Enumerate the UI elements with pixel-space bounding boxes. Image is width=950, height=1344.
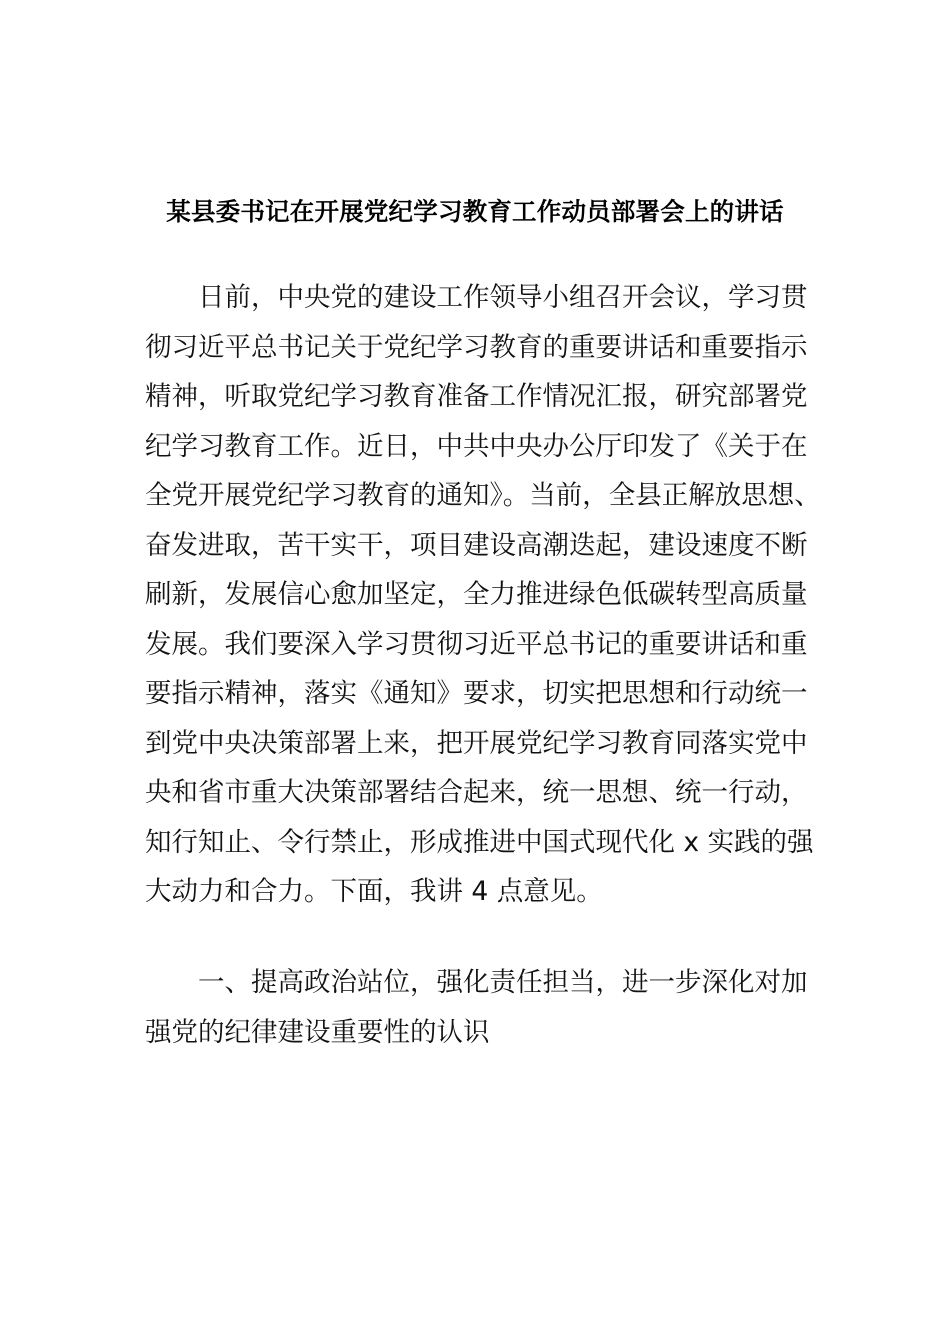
- paragraph-line: 精神，听取党纪学习教育准备工作情况汇报，研究部署党: [145, 381, 808, 412]
- heading-line: 强党的纪律建设重要性的认识: [145, 1016, 490, 1048]
- paragraph-line: 彻习近平总书记关于党纪学习教育的重要讲话和重要指示: [145, 331, 808, 363]
- paragraph-line: 大动力和合力。下面，我讲 4 点意见。: [145, 876, 603, 907]
- paragraph-line: 央和省市重大决策部署结合起来，统一思想、统一行动，: [145, 777, 808, 808]
- heading-line: 一、提高政治站位，强化责任担当，进一步深化对加: [198, 967, 808, 998]
- intro-paragraph: [145, 273, 821, 917]
- paragraph-line: 到党中央决策部署上来，把开展党纪学习教育同落实党中: [145, 727, 808, 759]
- paragraph-line: 日前，中央党的建设工作领导小组召开会议，学习贯: [198, 282, 808, 313]
- paragraph-line: 发展。我们要深入学习贯彻习近平总书记的重要讲话和重: [145, 628, 808, 660]
- paragraph-line: 知行知止、令行禁止，形成推进中国式现代化 x 实践的强: [145, 826, 814, 858]
- paragraph-line: 刷新，发展信心愈加坚定，全力推进绿色低碳转型高质量: [145, 579, 808, 610]
- section-heading-1: [145, 958, 808, 1057]
- paragraph-line: 奋发进取，苦干实干，项目建设高潮迭起，建设速度不断: [145, 529, 808, 561]
- document-title: 某县委书记在开展党纪学习教育工作动员部署会上的讲话: [166, 197, 784, 226]
- paragraph-line: 全党开展党纪学习教育的通知》。当前，全县正解放思想、: [145, 480, 821, 511]
- paragraph-line: 纪学习教育工作。近日，中共中央办公厅印发了《关于在: [145, 430, 808, 462]
- paragraph-line: 要指示精神，落实《通知》要求，切实把思想和行动统一: [145, 678, 808, 709]
